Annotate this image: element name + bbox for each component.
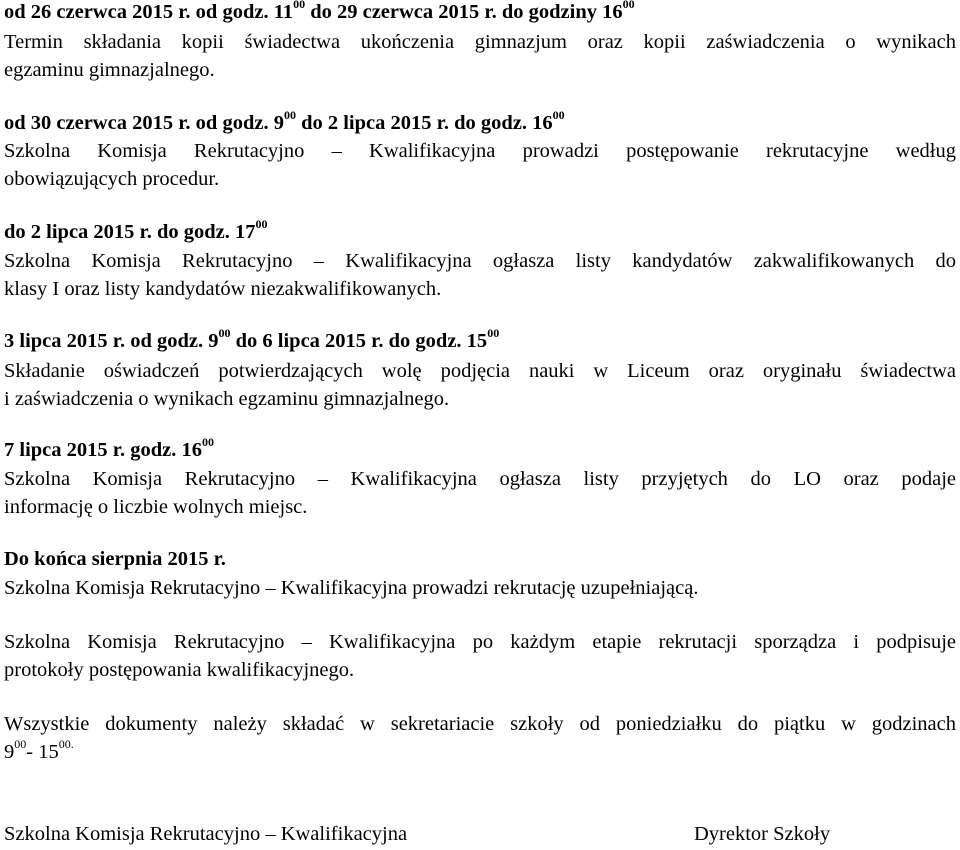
paragraph-line: klasy I oraz listy kandydatów niezakwalifikowanych. <box>4 278 442 300</box>
paragraph-line: informację o liczbie wolnych miejsc. <box>4 496 308 518</box>
note-line: Szkolna Komisja Rekrutacyjno – Kwalifikacyjna po każdym etapie rekrutacji sporządza i podpisuje <box>4 631 956 653</box>
heading-5: 7 lipca 2015 r. godz. $16^{00}$ <box>4 435 214 461</box>
heading-6: Do końca sierpnia 2015 r. <box>4 548 226 570</box>
paragraph-line: egzaminu gimnazjalnego. <box>4 59 215 81</box>
signature-commission: Szkolna Komisja Rekrutacyjno – Kwalifikacyjna <box>4 823 408 845</box>
heading-4: 3 lipca 2015 r. od godz. $9^{00}$ do 6 lipca 2015 r. do godz. $15^{00}$ <box>4 326 500 352</box>
heading-3: do 2 lipca 2015 r. do godz. $17^{00}$ <box>4 217 268 243</box>
paragraph-line: obowiązujących procedur. <box>4 168 220 190</box>
hours-range: $9^{00}-$ $15^{00.}$ <box>4 737 74 763</box>
paragraph-line: Szkolna Komisja Rekrutacyjno – Kwalifikacyjna prowadzi postępowanie rekrutacyjne według <box>4 140 956 162</box>
paragraph-line: Termin składania kopii świadectwa ukończenia gimnazjum oraz kopii zaświadczenia o wynikach <box>4 31 956 53</box>
paragraph-line: Szkolna Komisja Rekrutacyjno – Kwalifikacyjna ogłasza listy kandydatów zakwalifikowanych do <box>4 250 956 272</box>
note-line: protokoły postępowania kwalifikacyjnego. <box>4 659 355 681</box>
signature-director: Dyrektor Szkoły <box>694 823 831 845</box>
heading-1: od 26 czerwca 2015 r. od godz. $11^{00}$ do 29 czerwca 2015 r. do godziny $16^{00}$ <box>4 0 635 23</box>
paragraph-line: Składanie oświadczeń potwierdzających wolę podjęcia nauki w Liceum oraz oryginału świadectwa <box>4 360 956 382</box>
paragraph-line: Szkolna Komisja Rekrutacyjno – Kwalifikacyjna prowadzi rekrutację uzupełniającą. <box>4 577 699 599</box>
paragraph-line: Szkolna Komisja Rekrutacyjno – Kwalifikacyjna ogłasza listy przyjętych do LO oraz podaje <box>4 468 956 490</box>
signature-row <box>4 822 956 846</box>
heading-2: od 30 czerwca 2015 r. od godz. $9^{00}$ do 2 lipca 2015 r. do godz. $16^{00}$ <box>4 108 565 134</box>
hours-line: Wszystkie dokumenty należy składać w sekretariacie szkoły od poniedziałku do piątku w godzinach <box>4 713 956 735</box>
paragraph-line: i zaświadczenia o wynikach egzaminu gimnazjalnego. <box>4 388 450 410</box>
